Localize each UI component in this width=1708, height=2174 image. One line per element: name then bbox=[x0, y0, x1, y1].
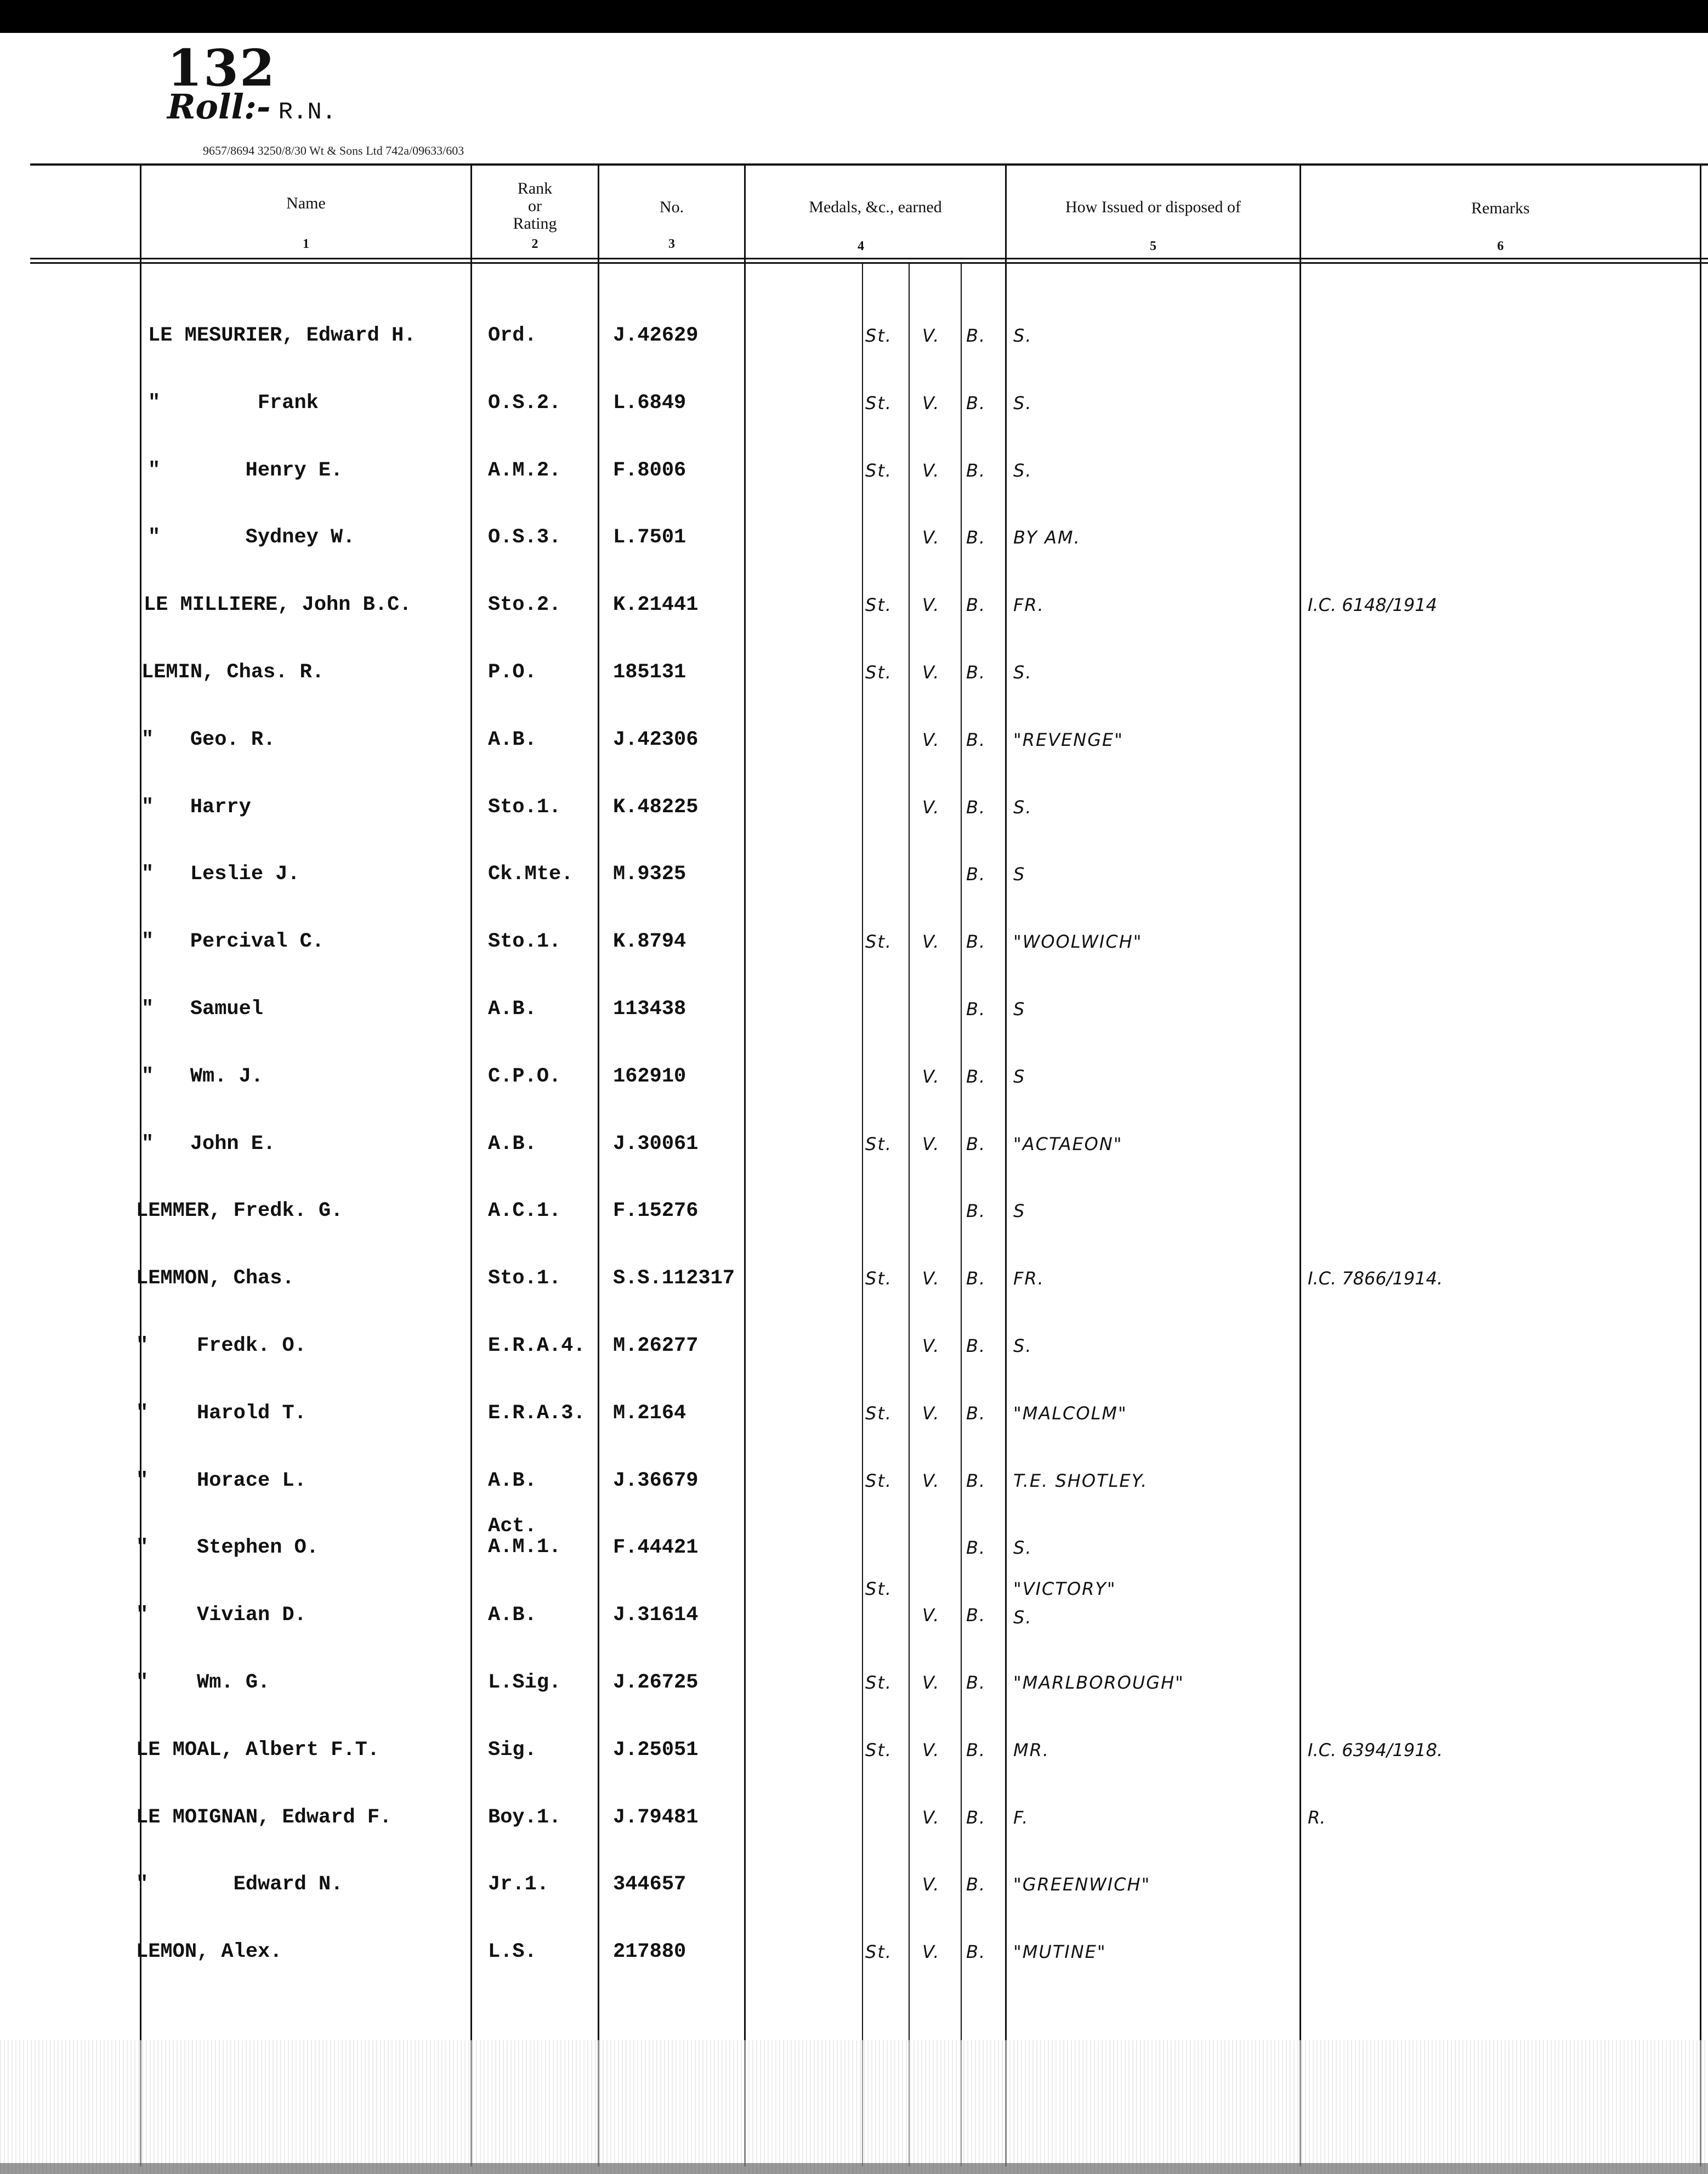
medal-british-war-cell: B. bbox=[966, 527, 986, 548]
remarks-cell: I.C. 6394/1918. bbox=[1308, 1739, 1443, 1760]
medal-british-war-cell: B. bbox=[966, 595, 986, 616]
rank-cell: Jr.1. bbox=[488, 1873, 549, 1896]
scan-bottom-border bbox=[0, 2163, 1708, 2174]
medal-victory-cell: V. bbox=[922, 595, 940, 616]
header-rule-2 bbox=[30, 262, 1708, 264]
table-row bbox=[0, 1132, 1708, 1170]
issued-cell: "REVENGE" bbox=[1013, 729, 1123, 750]
column-number-6: 6 bbox=[1497, 239, 1504, 253]
name-cell: " Harry bbox=[141, 795, 251, 819]
medal-victory-cell: V. bbox=[922, 1133, 940, 1154]
service-number-cell: M.2164 bbox=[613, 1401, 686, 1425]
name-cell: LEMON, Alex. bbox=[136, 1940, 282, 1964]
service-number-cell: 217880 bbox=[613, 1940, 686, 1964]
rank-cell: Sto.1. bbox=[488, 1267, 561, 1290]
table-row bbox=[0, 795, 1708, 834]
issued-cell: FR. bbox=[1013, 595, 1045, 616]
rank-cell: P.O. bbox=[488, 661, 537, 684]
issued-cell: S. bbox=[1013, 325, 1032, 346]
medal-victory-cell: V. bbox=[922, 931, 940, 953]
name-cell: " Leslie J. bbox=[141, 863, 300, 886]
name-cell: LEMIN, Chas. R. bbox=[141, 661, 325, 684]
issued-cell: FR. bbox=[1013, 1268, 1045, 1289]
issued-cell: "MUTINE" bbox=[1013, 1941, 1106, 1963]
medal-victory-cell: V. bbox=[922, 1739, 940, 1760]
roll-value: R.N. bbox=[278, 99, 337, 126]
rank-cell: L.Sig. bbox=[488, 1671, 561, 1694]
name-cell: " Edward N. bbox=[136, 1873, 343, 1896]
service-number-cell: 344657 bbox=[613, 1873, 686, 1896]
table-top-rule bbox=[30, 163, 1708, 166]
medal-british-war-cell: B. bbox=[966, 1133, 986, 1154]
issued-cell: BY AM. bbox=[1013, 527, 1081, 548]
issued-cell: S. bbox=[1013, 460, 1032, 481]
service-number-cell: M.26277 bbox=[613, 1334, 699, 1357]
column-number-2: 2 bbox=[531, 237, 538, 251]
name-cell: LE MESURIER, Edward H. bbox=[148, 324, 416, 347]
column-number-5: 5 bbox=[1150, 239, 1156, 253]
sheet-number: 132 bbox=[167, 38, 276, 98]
column-header-medals: Medals, &c., earned bbox=[809, 198, 942, 216]
medal-star-cell: St. bbox=[865, 662, 893, 683]
rank-cell: L.S. bbox=[488, 1940, 537, 1964]
medal-british-war-cell: B. bbox=[966, 1605, 986, 1626]
service-number-cell: J.31614 bbox=[613, 1604, 699, 1627]
issued-cell: S bbox=[1013, 864, 1026, 885]
remarks-cell: I.C. 7866/1914. bbox=[1308, 1268, 1443, 1289]
medal-star-cell: St. bbox=[865, 1739, 893, 1760]
rank-cell: Sto.1. bbox=[488, 930, 561, 954]
column-header-rank: Rank or Rating bbox=[513, 179, 557, 233]
issued-cell: S. bbox=[1013, 1335, 1032, 1356]
table-row bbox=[0, 728, 1708, 766]
medal-british-war-cell: B. bbox=[966, 999, 986, 1020]
medal-british-war-cell: B. bbox=[966, 460, 986, 481]
rank-cell: C.P.O. bbox=[488, 1065, 561, 1088]
rank-cell: A.B. bbox=[488, 1469, 537, 1492]
rank-cell: O.S.3. bbox=[488, 526, 561, 550]
service-number-cell: K.21441 bbox=[613, 593, 699, 617]
scan-top-border bbox=[0, 0, 1708, 33]
column-number-3: 3 bbox=[668, 237, 675, 251]
name-cell: " Wm. J. bbox=[141, 1065, 264, 1088]
name-cell: " Stephen O. bbox=[136, 1536, 319, 1560]
rank-cell: E.R.A.4. bbox=[488, 1334, 586, 1357]
table-row bbox=[0, 1199, 1708, 1237]
service-number-cell: J.26725 bbox=[613, 1671, 699, 1694]
issued-cell: F. bbox=[1013, 1807, 1029, 1828]
medal-british-war-cell: B. bbox=[966, 931, 986, 953]
medal-victory-cell: V. bbox=[922, 662, 940, 683]
medal-british-war-cell: B. bbox=[966, 1739, 986, 1760]
medal-british-war-cell: B. bbox=[966, 1941, 986, 1963]
medal-victory-cell: V. bbox=[922, 1941, 940, 1963]
medal-british-war-cell: B. bbox=[966, 1672, 986, 1693]
column-header-number: No. bbox=[659, 198, 684, 216]
issued-cell: "ACTAEON" bbox=[1013, 1133, 1123, 1154]
name-cell: " Sydney W. bbox=[148, 526, 355, 550]
service-number-cell: K.8794 bbox=[613, 930, 686, 954]
name-cell: LEMMER, Fredk. G. bbox=[136, 1199, 343, 1223]
service-number-cell: 162910 bbox=[613, 1065, 686, 1088]
rank-cell: A.B. bbox=[488, 728, 537, 751]
medal-british-war-cell: B. bbox=[966, 662, 986, 683]
remarks-cell: R. bbox=[1308, 1807, 1326, 1828]
service-number-cell: J.30061 bbox=[613, 1132, 699, 1156]
service-number-cell: 185131 bbox=[613, 661, 686, 684]
roll-label bbox=[167, 87, 336, 127]
name-cell: " Wm. G. bbox=[136, 1671, 270, 1694]
medal-victory-cell: V. bbox=[922, 1066, 940, 1087]
table-row bbox=[0, 997, 1708, 1035]
medal-victory-cell: V. bbox=[922, 1402, 940, 1424]
name-cell: LE MOAL, Albert F.T. bbox=[136, 1738, 380, 1762]
medal-victory-cell: V. bbox=[922, 1470, 940, 1491]
rank-cell: A.B. bbox=[488, 1132, 537, 1156]
issued-cell: S bbox=[1013, 1201, 1026, 1222]
header-rule-1 bbox=[30, 258, 1708, 259]
service-number-cell: S.S.112317 bbox=[613, 1267, 735, 1290]
rank-cell: A.M.2. bbox=[488, 458, 561, 482]
name-cell: " Vivian D. bbox=[136, 1604, 307, 1627]
service-number-cell: J.42629 bbox=[613, 324, 699, 347]
name-cell: " Geo. R. bbox=[141, 728, 276, 751]
service-number-cell: F.8006 bbox=[613, 458, 686, 482]
printer-imprint: 9657/8694 3250/8/30 Wt & Sons Ltd 742a/09633/603 bbox=[203, 144, 464, 157]
medal-british-war-cell: B. bbox=[966, 1470, 986, 1491]
medal-victory-cell: V. bbox=[922, 729, 940, 750]
table-row bbox=[0, 930, 1708, 968]
name-cell: " Frank bbox=[148, 391, 319, 415]
table-row bbox=[0, 1334, 1708, 1372]
name-cell: LE MILLIERE, John B.C. bbox=[144, 593, 412, 617]
service-number-cell: L.6849 bbox=[613, 391, 686, 415]
issued-cell: "MARLBOROUGH" bbox=[1013, 1672, 1184, 1693]
name-cell: " John E. bbox=[141, 1132, 276, 1156]
issued-cell: "GREENWICH" bbox=[1013, 1874, 1151, 1895]
rank-cell: Boy.1. bbox=[488, 1805, 561, 1829]
medal-victory-cell: V. bbox=[922, 1807, 940, 1828]
service-number-cell: K.48225 bbox=[613, 795, 699, 819]
rank-cell: E.R.A.3. bbox=[488, 1401, 586, 1425]
name-cell: " Harold T. bbox=[136, 1401, 307, 1425]
issued-cell: MR. bbox=[1013, 1739, 1050, 1760]
name-cell: LEMMON, Chas. bbox=[136, 1267, 294, 1290]
medal-star-cell: St. bbox=[865, 1133, 893, 1154]
medal-british-war-cell: B. bbox=[966, 1537, 986, 1559]
medal-star-cell: St. bbox=[865, 1941, 893, 1963]
service-number-cell: J.42306 bbox=[613, 728, 699, 751]
rank-cell: Sig. bbox=[488, 1738, 537, 1762]
issued-cell: S bbox=[1013, 1066, 1026, 1087]
medal-star-cell: St. bbox=[865, 1470, 893, 1491]
medal-british-war-cell: B. bbox=[966, 325, 986, 346]
name-cell: " Fredk. O. bbox=[136, 1334, 307, 1357]
medal-victory-cell: V. bbox=[922, 1605, 940, 1626]
medal-british-war-cell: B. bbox=[966, 1874, 986, 1895]
rank-cell: Sto.1. bbox=[488, 795, 561, 819]
rank-cell: Ord. bbox=[488, 324, 537, 347]
medal-star-cell: St. bbox=[865, 1402, 893, 1424]
issued-cell: "VICTORY" S. bbox=[1013, 1578, 1116, 1628]
service-number-cell: J.36679 bbox=[613, 1469, 699, 1492]
scan-noise-bottom bbox=[0, 2040, 1708, 2174]
table-row bbox=[0, 862, 1708, 901]
rank-cell: A.B. bbox=[488, 1604, 537, 1627]
rank-cell: Ck.Mte. bbox=[488, 863, 574, 886]
name-cell: LE MOIGNAN, Edward F. bbox=[136, 1805, 392, 1829]
column-number-4: 4 bbox=[858, 239, 864, 253]
table-row bbox=[0, 1578, 1708, 1641]
service-number-cell: M.9325 bbox=[613, 863, 686, 886]
medal-victory-cell: V. bbox=[922, 460, 940, 481]
service-number-cell: L.7501 bbox=[613, 526, 686, 550]
issued-cell: S. bbox=[1013, 796, 1032, 818]
medal-star-cell: St. bbox=[865, 1578, 893, 1600]
table-row bbox=[0, 391, 1708, 429]
medal-victory-cell: V. bbox=[922, 527, 940, 548]
name-cell: " Percival C. bbox=[141, 930, 325, 954]
table-row bbox=[0, 593, 1708, 631]
table-row bbox=[0, 1872, 1708, 1911]
table-row bbox=[0, 525, 1708, 564]
table-row bbox=[0, 1469, 1708, 1507]
medal-star-cell: St. bbox=[865, 325, 893, 346]
medal-british-war-cell: B. bbox=[966, 729, 986, 750]
medal-victory-cell: V. bbox=[922, 1335, 940, 1356]
table-row bbox=[0, 324, 1708, 362]
table-row bbox=[0, 1065, 1708, 1103]
name-cell: " Horace L. bbox=[136, 1469, 307, 1492]
rank-cell: O.S.2. bbox=[488, 391, 561, 415]
name-cell: " Samuel bbox=[141, 998, 264, 1021]
service-number-cell: J.25051 bbox=[613, 1738, 699, 1762]
column-header-name: Name bbox=[286, 194, 326, 212]
table-row bbox=[0, 1940, 1708, 1978]
medal-british-war-cell: B. bbox=[966, 392, 986, 414]
medal-star-cell: St. bbox=[865, 931, 893, 953]
issued-cell: "WOOLWICH" bbox=[1013, 931, 1143, 953]
medal-star-cell: St. bbox=[865, 392, 893, 414]
table-row bbox=[0, 1805, 1708, 1844]
medal-star-cell: St. bbox=[865, 595, 893, 616]
medal-british-war-cell: B. bbox=[966, 1201, 986, 1222]
column-header-remarks: Remarks bbox=[1471, 199, 1530, 217]
medal-star-cell: St. bbox=[865, 1268, 893, 1289]
name-cell: " Henry E. bbox=[148, 458, 343, 482]
column-number-1: 1 bbox=[303, 237, 309, 251]
issued-cell: S bbox=[1013, 999, 1026, 1020]
table-row bbox=[0, 458, 1708, 497]
rank-cell: A.B. bbox=[488, 998, 537, 1021]
issued-cell: S. bbox=[1013, 392, 1032, 414]
medal-british-war-cell: B. bbox=[966, 1066, 986, 1087]
table-row bbox=[0, 1266, 1708, 1305]
medal-victory-cell: V. bbox=[922, 325, 940, 346]
issued-cell: T.E. SHOTLEY. bbox=[1013, 1470, 1148, 1491]
rank-cell: Act. A.M.1. bbox=[488, 1515, 561, 1559]
medal-british-war-cell: B. bbox=[966, 1807, 986, 1828]
medal-british-war-cell: B. bbox=[966, 1402, 986, 1424]
table-row bbox=[0, 660, 1708, 699]
table-row bbox=[0, 1671, 1708, 1709]
medal-star-cell: St. bbox=[865, 460, 893, 481]
issued-cell: "MALCOLM" bbox=[1013, 1402, 1127, 1424]
medal-victory-cell: V. bbox=[922, 1874, 940, 1895]
medal-british-war-cell: B. bbox=[966, 1268, 986, 1289]
medal-british-war-cell: B. bbox=[966, 796, 986, 818]
service-number-cell: J.79481 bbox=[613, 1805, 699, 1829]
medal-british-war-cell: B. bbox=[966, 864, 986, 885]
service-number-cell: F.15276 bbox=[613, 1199, 699, 1223]
service-number-cell: 113438 bbox=[613, 998, 686, 1021]
service-number-cell: F.44421 bbox=[613, 1536, 699, 1560]
table-row bbox=[0, 1401, 1708, 1440]
medal-victory-cell: V. bbox=[922, 796, 940, 818]
medal-victory-cell: V. bbox=[922, 1672, 940, 1693]
medal-victory-cell: V. bbox=[922, 392, 940, 414]
rank-cell: Sto.2. bbox=[488, 593, 561, 617]
table-row bbox=[0, 1738, 1708, 1776]
remarks-cell: I.C. 6148/1914 bbox=[1308, 595, 1437, 616]
issued-cell: S. bbox=[1013, 662, 1032, 683]
issued-cell: S. bbox=[1013, 1537, 1032, 1559]
column-header-issued: How Issued or disposed of bbox=[1065, 198, 1241, 216]
roll-label-text: Roll:- bbox=[167, 87, 271, 127]
medal-star-cell: St. bbox=[865, 1672, 893, 1693]
table-row bbox=[0, 1515, 1708, 1574]
medal-victory-cell: V. bbox=[922, 1268, 940, 1289]
rank-cell: A.C.1. bbox=[488, 1199, 561, 1223]
medal-british-war-cell: B. bbox=[966, 1335, 986, 1356]
